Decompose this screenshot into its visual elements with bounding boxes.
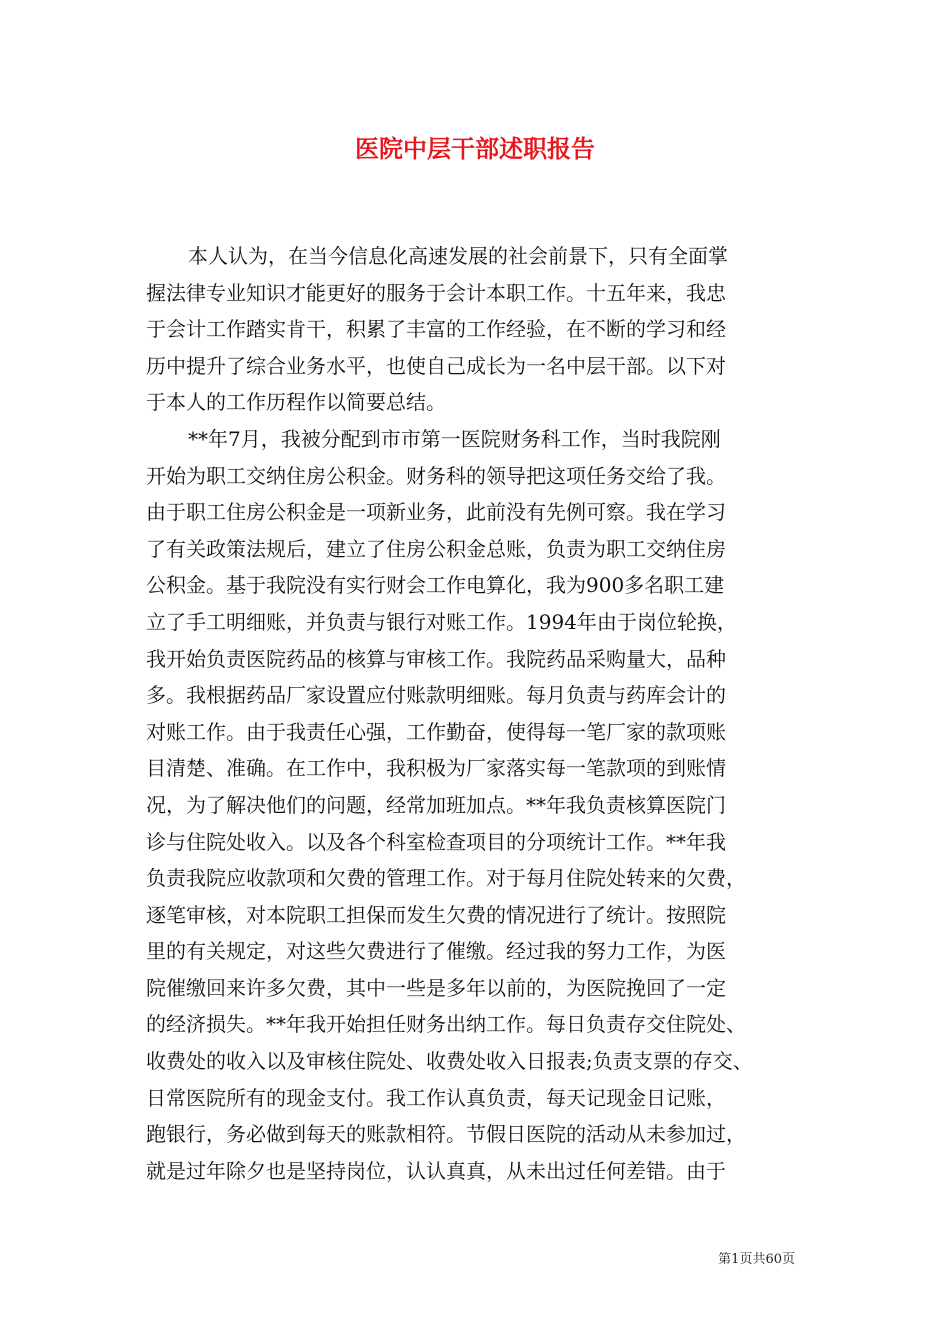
paragraph-line: 了有关政策法规后，建立了住房公积金总账，负责为职工交纳住房 — [146, 536, 726, 561]
paragraph-line: 握法律专业知识才能更好的服务于会计本职工作。十五年来，我忠 — [146, 280, 726, 305]
paragraph-line: 我开始负责医院药品的核算与审核工作。我院药品采购量大，品种 — [146, 646, 726, 671]
paragraph-line: 公积金。基于我院没有实行财会工作电算化，我为900多名职工建 — [146, 573, 725, 598]
paragraph-line: 日常医院所有的现金支付。我工作认真负责，每天记现金日记账， — [146, 1085, 726, 1110]
paragraph-line: 对账工作。由于我责任心强，工作勤奋，使得每一笔厂家的款项账 — [146, 719, 726, 744]
paragraph-line: 收费处的收入以及审核住院处、收费处收入日报表;负责支票的存交、 — [146, 1049, 753, 1074]
paragraph-line: 院催缴回来许多欠费，其中一些是多年以前的，为医院挽回了一定 — [146, 975, 726, 1000]
paragraph-line: 历中提升了综合业务水平，也使自己成长为一名中层干部。以下对 — [146, 353, 726, 378]
document-title: 医院中层干部述职报告 — [355, 134, 595, 163]
paragraph-line: 跑银行，务必做到每天的账款相符。节假日医院的活动从未参加过， — [146, 1122, 746, 1147]
paragraph-line: 本人认为，在当今信息化高速发展的社会前景下，只有全面掌 — [188, 244, 728, 268]
paragraph-line: 由于职工住房公积金是一项新业务，此前没有先例可察。我在学习 — [146, 500, 726, 525]
paragraph-line: 于本人的工作历程作以简要总结。 — [146, 390, 446, 415]
paragraph-line: 负责我院应收款项和欠费的管理工作。对于每月住院处转来的欠费， — [146, 866, 746, 891]
page-number-footer: 第1页共60页 — [718, 1252, 795, 1267]
paragraph-line: 就是过年除夕也是坚持岗位，认认真真，从未出过任何差错。由于 — [146, 1158, 726, 1183]
paragraph-line: 目清楚、准确。在工作中，我积极为厂家落实每一笔款项的到账情 — [146, 756, 726, 781]
paragraph-line: 诊与住院处收入。以及各个科室检查项目的分项统计工作。**年我 — [146, 829, 726, 854]
paragraph-line: 况，为了解决他们的问题，经常加班加点。**年我负责核算医院门 — [146, 792, 726, 817]
document-body — [146, 238, 808, 1189]
paragraph-line: 于会计工作踏实肯干，积累了丰富的工作经验，在不断的学习和经 — [146, 317, 726, 342]
paragraph-line: 里的有关规定，对这些欠费进行了催缴。经过我的努力工作，为医 — [146, 939, 726, 964]
paragraph-line: 逐笔审核，对本院职工担保而发生欠费的情况进行了统计。按照院 — [146, 902, 726, 927]
paragraph-line: 开始为职工交纳住房公积金。财务科的领导把这项任务交给了我。 — [146, 463, 726, 488]
paragraph-line: **年7月，我被分配到市市第一医院财务科工作，当时我院刚 — [188, 426, 721, 451]
paragraph-line: 的经济损失。**年我开始担任财务出纳工作。每日负责存交住院处、 — [146, 1012, 746, 1037]
paragraph-line: 多。我根据药品厂家设置应付账款明细账。每月负责与药库会计的 — [146, 683, 726, 708]
paragraph-line: 立了手工明细账，并负责与银行对账工作。1994年由于岗位轮换， — [146, 609, 737, 634]
